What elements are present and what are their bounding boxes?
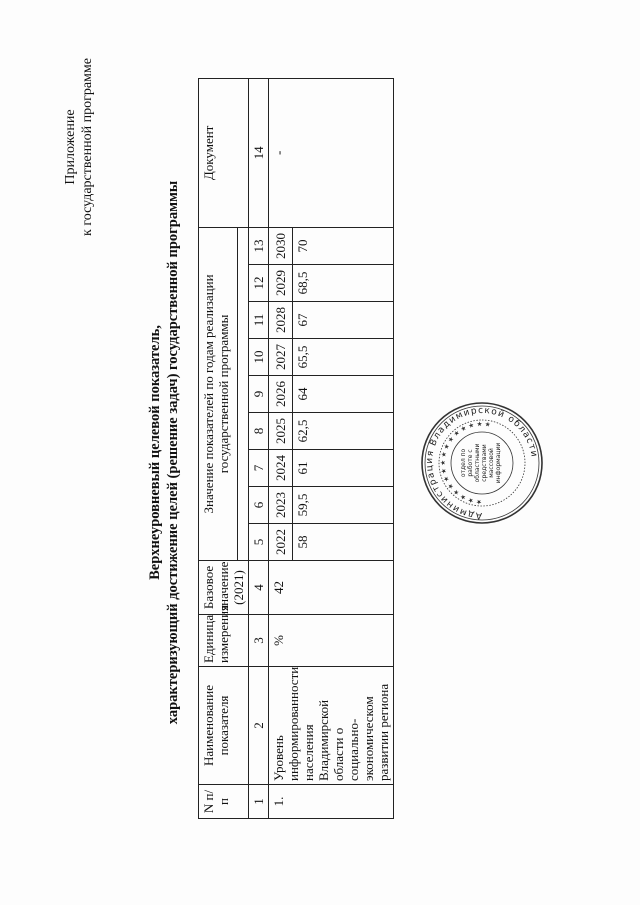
value-2025: 62,5	[293, 413, 394, 450]
row-indicator-name: Уровень информированности населения Владимирской области о социально-экономическом развитии региона	[269, 667, 394, 785]
title-line-1: Верхнеуровневый целевой показатель,	[147, 325, 163, 580]
col-number-13: 13	[249, 227, 269, 264]
value-2029: 68,5	[293, 265, 394, 302]
header-document: Документ	[199, 78, 249, 227]
col-number-12: 12	[249, 265, 269, 302]
seal-outer-text: Администрация Владимирской области	[424, 405, 539, 521]
col-number-8: 8	[249, 413, 269, 450]
year-2030: 2030	[269, 227, 293, 264]
document-title	[146, 0, 182, 905]
year-2027: 2027	[269, 339, 293, 376]
value-2026: 64	[293, 376, 394, 413]
value-2030: 70	[293, 227, 394, 264]
year-2024: 2024	[269, 450, 293, 487]
column-number-row	[249, 78, 269, 818]
col-number-3: 3	[249, 615, 269, 667]
year-2029: 2029	[269, 265, 293, 302]
col-number-7: 7	[249, 450, 269, 487]
header-base: Базовое значение (2021)	[199, 561, 249, 615]
value-2022: 58	[293, 524, 394, 561]
header-values: Значение показателей по годам реализации государственной программы	[199, 227, 238, 560]
col-number-1: 1	[249, 785, 269, 819]
col-number-9: 9	[249, 376, 269, 413]
col-number-4: 4	[249, 561, 269, 615]
col-number-11: 11	[249, 302, 269, 339]
header-unit: Единица измерения	[199, 615, 249, 667]
header-spacer	[238, 227, 249, 560]
official-seal-stamp	[420, 401, 544, 525]
value-2023: 59,5	[293, 487, 394, 524]
seal-inner-ring-text: ★ ★ ★ ★ ★ ★ ★ ★ ★ ★ ★ ★ ★ ★ ★ ★	[438, 419, 492, 507]
row-document: -	[269, 78, 394, 227]
row-number: 1.	[269, 785, 394, 819]
indicator-table	[198, 78, 394, 819]
table-row	[269, 78, 293, 818]
row-base-value: 42	[269, 561, 394, 615]
col-number-10: 10	[249, 339, 269, 376]
value-2027: 65,5	[293, 339, 394, 376]
year-2025: 2025	[269, 413, 293, 450]
title-line-2: характеризующий достижение целей (решение задач) государственной программы	[165, 180, 181, 725]
col-number-6: 6	[249, 487, 269, 524]
year-2022: 2022	[269, 524, 293, 561]
header-name: Наименование показателя	[199, 667, 249, 785]
appendix-note	[62, 58, 96, 236]
col-number-5: 5	[249, 524, 269, 561]
col-number-14: 14	[249, 78, 269, 227]
value-2028: 67	[293, 302, 394, 339]
seal-center-text: отдел по работе с областными средствами массовой информации	[460, 442, 502, 484]
year-2026: 2026	[269, 376, 293, 413]
col-number-2: 2	[249, 667, 269, 785]
year-2028: 2028	[269, 302, 293, 339]
appendix-line-1: Приложение	[63, 109, 78, 185]
appendix-line-2: к государственной программе	[80, 58, 95, 236]
value-2024: 61	[293, 450, 394, 487]
header-row	[199, 78, 238, 818]
header-num: N п/п	[199, 785, 249, 819]
year-2023: 2023	[269, 487, 293, 524]
row-unit: %	[269, 615, 394, 667]
